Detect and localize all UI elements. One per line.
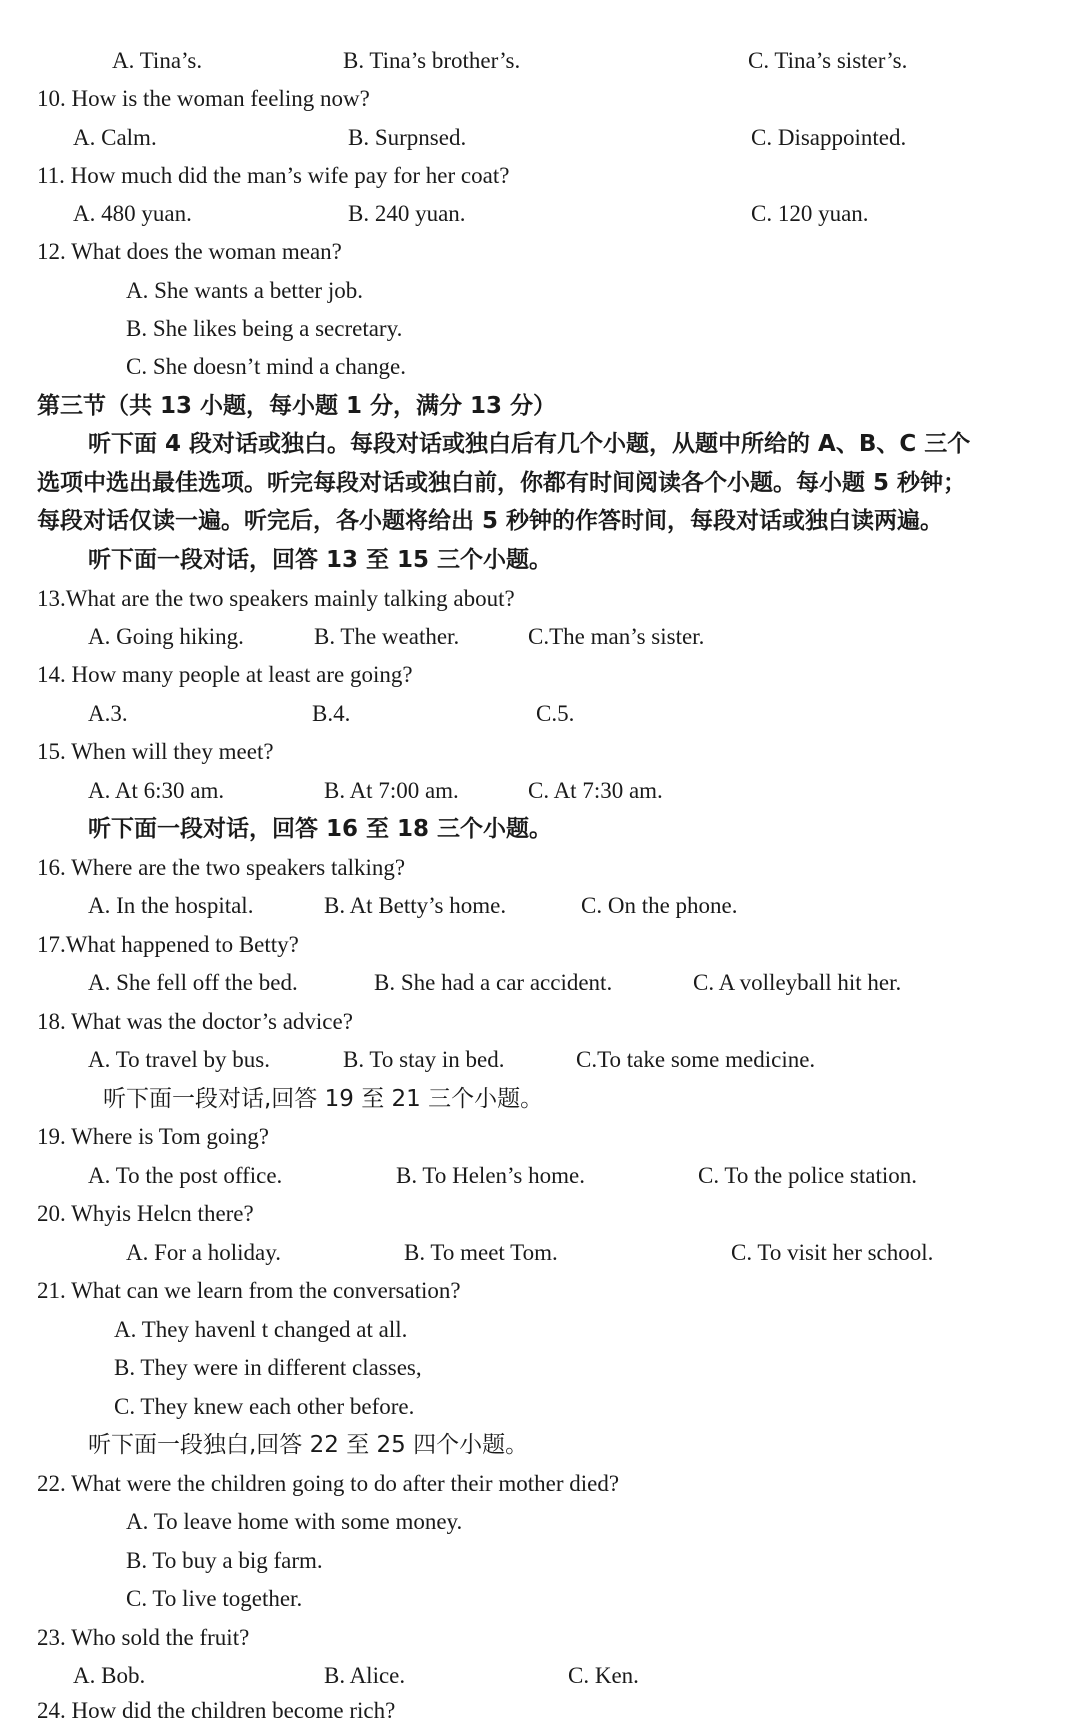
option-text: A. She fell off the bed.	[88, 970, 298, 995]
option-text: A. Bob.	[73, 1663, 146, 1688]
option-text: C. Ken.	[568, 1663, 639, 1688]
option-text: B. At Betty’s home.	[324, 893, 507, 918]
option-text: C. To visit her school.	[731, 1240, 934, 1265]
option-text: A. Calm.	[73, 125, 157, 150]
line-text: A. To leave home with some money.	[126, 1509, 463, 1534]
line-text: 12. What does the woman mean?	[37, 239, 342, 264]
option-text: A. For a holiday.	[126, 1240, 282, 1265]
line-text: 每段对话仅读一遍。听完后，各小题将给出 5 秒钟的作答时间，每段对话或独白读两遍。	[37, 508, 944, 534]
option-text: A. To travel by bus.	[88, 1047, 270, 1072]
line-text: 听下面一段独白,回答 22 至 25 四个小题。	[88, 1432, 529, 1458]
line-text: A. She wants a better job.	[126, 278, 363, 303]
line-text: 23. Who sold the fruit?	[37, 1625, 250, 1650]
option-text: A. To the post office.	[88, 1163, 283, 1188]
option-text: B. Tina’s brother’s.	[343, 48, 521, 73]
line-text: B. To buy a big farm.	[126, 1548, 323, 1573]
line-text: 选项中选出最佳选项。听完每段对话或独白前，你都有时间阅读各个小题。每小题 5 秒钟；	[37, 470, 967, 496]
line-text: 听下面一段对话，回答 16 至 18 三个小题。	[88, 816, 553, 842]
option-text: A. Tina’s.	[112, 48, 203, 73]
option-text: A. In the hospital.	[88, 893, 254, 918]
option-text: C. To the police station.	[698, 1163, 917, 1188]
line-text: 第三节（共 13 小题，每小题 1 分，满分 13 分）	[37, 393, 557, 419]
line-text: 听下面 4 段对话或独白。每段对话或独白后有几个小题，从题中所给的 A、B、C 三个	[88, 431, 971, 457]
line-text: 15. When will they meet?	[37, 739, 274, 764]
option-text: C. On the phone.	[581, 893, 738, 918]
line-text: 13.What are the two speakers mainly talking about?	[37, 586, 515, 611]
line-text: B. She likes being a secretary.	[126, 316, 403, 341]
option-text: C. 120 yuan.	[751, 201, 869, 226]
line-text: 21. What can we learn from the conversation?	[37, 1278, 461, 1303]
option-text: B. She had a car accident.	[374, 970, 613, 995]
option-text: A. Going hiking.	[88, 624, 244, 649]
option-text: C.The man’s sister.	[528, 624, 705, 649]
line-text: 14. How many people at least are going?	[37, 662, 413, 687]
option-text: B. To Helen’s home.	[396, 1163, 585, 1188]
option-text: B. Surpnsed.	[348, 125, 467, 150]
line-text: 11. How much did the man’s wife pay for her coat?	[37, 163, 510, 188]
option-text: C.To take some medicine.	[576, 1047, 816, 1072]
line-text: C. They knew each other before.	[114, 1394, 415, 1419]
line-text: 听下面一段对话,回答 19 至 21 三个小题。	[103, 1086, 544, 1112]
option-text: B. To stay in bed.	[343, 1047, 505, 1072]
line-text: 17.What happened to Betty?	[37, 932, 299, 957]
option-text: A.3.	[88, 701, 128, 726]
line-text: B. They were in different classes,	[114, 1355, 422, 1380]
option-text: C. A volleyball hit her.	[693, 970, 902, 995]
option-text: B. To meet Tom.	[404, 1240, 558, 1265]
line-text: 16. Where are the two speakers talking?	[37, 855, 406, 880]
line-text: 24. How did the children become rich?	[37, 1698, 396, 1723]
option-text: B.4.	[312, 701, 351, 726]
line-text: 19. Where is Tom going?	[37, 1124, 269, 1149]
option-text: C. At 7:30 am.	[528, 778, 663, 803]
option-text: B. At 7:00 am.	[324, 778, 459, 803]
option-text: A. At 6:30 am.	[88, 778, 225, 803]
line-text: 22. What were the children going to do after their mother died?	[37, 1471, 620, 1496]
option-text: B. The weather.	[314, 624, 460, 649]
line-text: 20. Whyis Helcn there?	[37, 1201, 254, 1226]
line-text: C. To live together.	[126, 1586, 303, 1611]
line-text: C. She doesn’t mind a change.	[126, 354, 406, 379]
line-text: 听下面一段对话，回答 13 至 15 三个小题。	[88, 547, 553, 573]
option-text: C.5.	[536, 701, 575, 726]
line-text: 10. How is the woman feeling now?	[37, 86, 370, 111]
option-text: B. 240 yuan.	[348, 201, 466, 226]
option-text: C. Disappointed.	[751, 125, 907, 150]
option-text: B. Alice.	[324, 1663, 406, 1688]
line-text: A. They havenl t changed at all.	[114, 1317, 408, 1342]
line-text: 18. What was the doctor’s advice?	[37, 1009, 353, 1034]
option-text: C. Tina’s sister’s.	[748, 48, 908, 73]
option-text: A. 480 yuan.	[73, 201, 192, 226]
